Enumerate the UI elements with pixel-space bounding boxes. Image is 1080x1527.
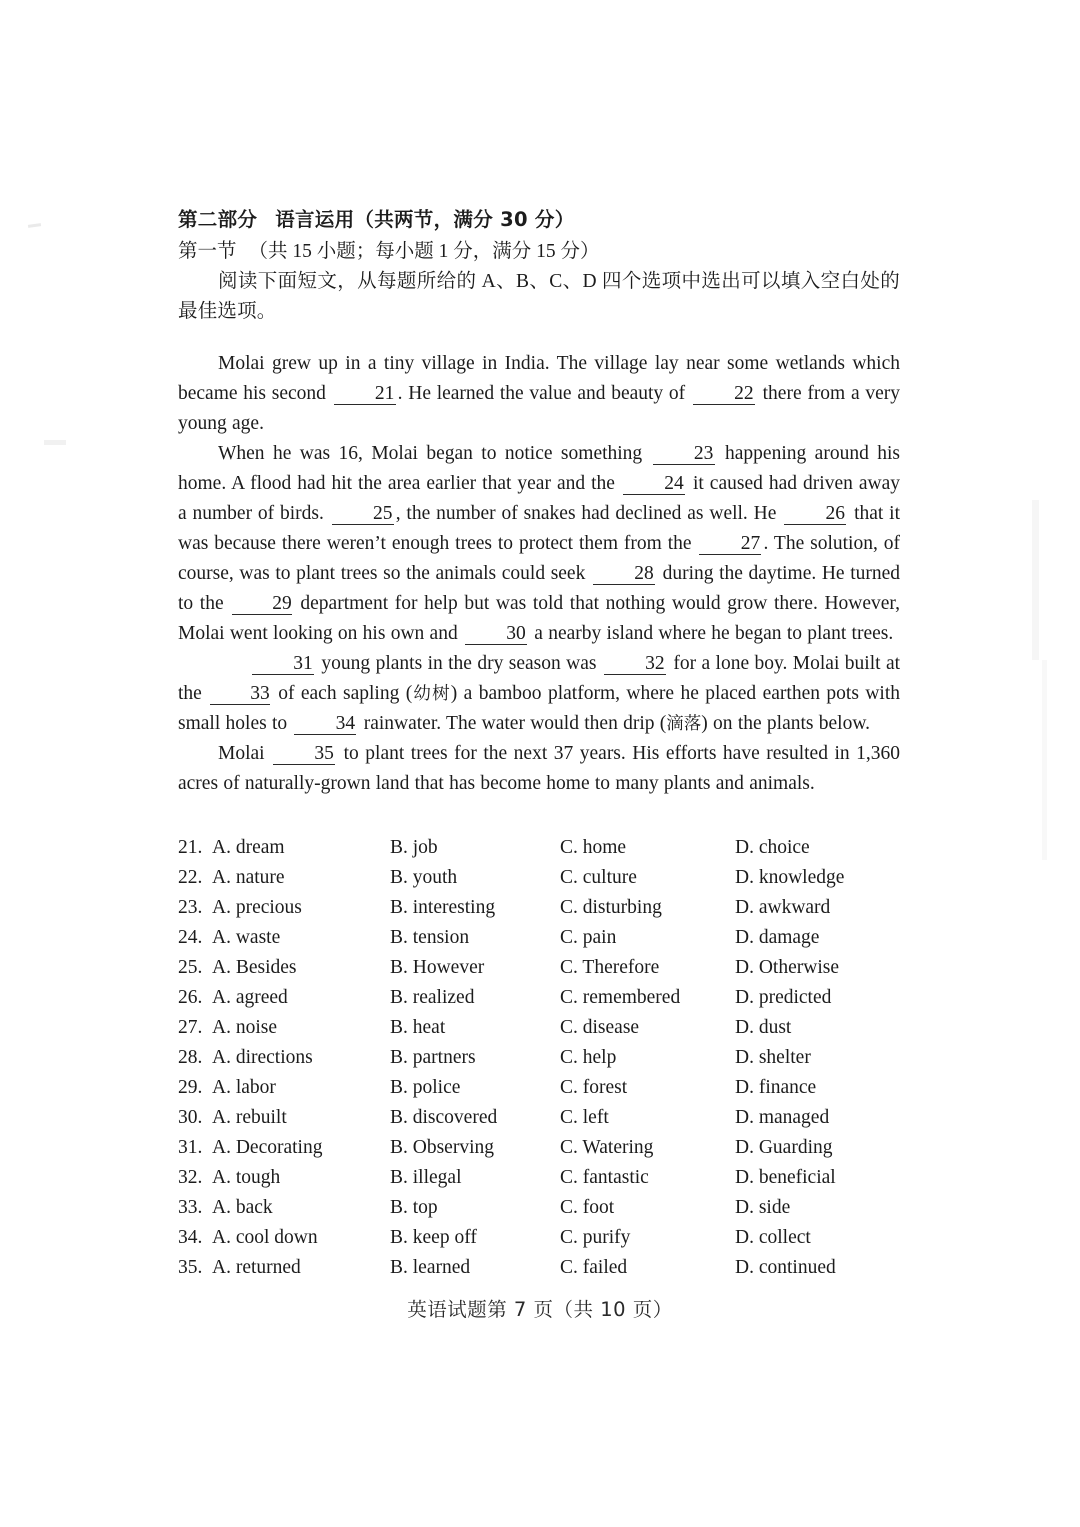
option-c[interactable]: C. help [560,1047,617,1068]
option-a[interactable]: A. directions [212,1047,313,1068]
question-number: 30. [178,1107,203,1128]
passage-paragraph-4 [178,739,900,799]
blank-23[interactable]: 23 [653,443,715,465]
option-b[interactable]: B. youth [390,867,458,888]
question-number: 25. [178,957,203,978]
blank-30[interactable]: 30 [465,623,527,645]
blank-32[interactable]: 32 [604,653,666,675]
blank-25[interactable]: 25 [332,503,394,525]
scan-artifact [44,440,66,445]
option-c[interactable]: C. left [560,1107,609,1128]
option-d[interactable]: D. damage [735,927,820,948]
p3-text-1: young plants in the dry season was [321,653,597,674]
option-row [178,863,900,893]
option-d[interactable]: D. awkward [735,897,831,918]
part-heading-prefix: 第二部分 [178,208,258,231]
option-b[interactable]: B. realized [390,987,475,1008]
option-b[interactable]: B. Observing [390,1137,494,1158]
option-row [178,893,900,923]
option-d[interactable]: D. side [735,1197,791,1218]
option-d[interactable]: D. knowledge [735,867,845,888]
option-a[interactable]: A. rebuilt [212,1107,287,1128]
p3-text-5: rainwater. The water would then drip ( [363,713,667,734]
option-a[interactable]: A. noise [212,1017,277,1038]
option-d[interactable]: D. Otherwise [735,957,839,978]
option-a[interactable]: A. waste [212,927,281,948]
option-b[interactable]: B. illegal [390,1167,462,1188]
option-b[interactable]: B. interesting [390,897,496,918]
option-d[interactable]: D. finance [735,1077,817,1098]
question-number: 26. [178,987,203,1008]
option-d[interactable]: D. beneficial [735,1167,836,1188]
question-number: 27. [178,1017,203,1038]
p2-text-4: , the number of snakes had declined as well. He [395,503,777,524]
question-number: 34. [178,1227,203,1248]
option-d[interactable]: D. collect [735,1227,811,1248]
option-row [178,833,900,863]
question-number: 35. [178,1257,203,1278]
option-a[interactable]: A. cool down [212,1227,318,1248]
gloss-drip: 滴落 [666,714,702,734]
p4-text-1: Molai [218,743,265,764]
p3-text-3: of each sapling ( [278,683,413,704]
option-a[interactable]: A. labor [212,1077,276,1098]
option-row [178,1013,900,1043]
blank-27[interactable]: 27 [699,533,761,555]
option-d[interactable]: D. dust [735,1017,792,1038]
option-row [178,1043,900,1073]
p2-text-6: . The solution, of course, was to plant trees so the animals could seek [178,533,900,584]
p3-text-2: for a lone boy. Molai built at the [178,653,901,704]
option-b[interactable]: B. keep off [390,1227,477,1248]
option-a[interactable]: A. precious [212,897,302,918]
option-a[interactable]: A. Besides [212,957,297,978]
option-row [178,983,900,1013]
scan-artifact [28,223,41,228]
p2-text-2: happening around his home. A flood had hit the area earlier that year and the [178,443,900,494]
option-c[interactable]: C. purify [560,1227,631,1248]
cloze-passage [178,349,900,799]
option-d[interactable]: D. shelter [735,1047,811,1068]
option-a[interactable]: A. tough [212,1167,281,1188]
blank-28[interactable]: 28 [593,563,655,585]
blank-33[interactable]: 33 [210,683,270,705]
section-heading [178,237,900,267]
option-d[interactable]: D. predicted [735,987,832,1008]
option-b[interactable]: B. top [390,1197,438,1218]
options-list [178,833,900,1283]
p3-text-4: ) a bamboo platform, where he placed earthen pots with small holes to [178,683,901,734]
option-row [178,1253,900,1283]
blank-35[interactable]: 35 [273,743,335,765]
option-a[interactable]: A. nature [212,867,285,888]
option-c[interactable]: C. Watering [560,1137,654,1158]
option-c[interactable]: C. disturbing [560,897,662,918]
option-row [178,1133,900,1163]
scan-artifact [1032,500,1039,660]
section-heading-prefix: 第一节 [178,241,237,262]
question-number: 22. [178,867,203,888]
option-a[interactable]: A. Decorating [212,1137,323,1158]
p2-text-1: When he was 16, Molai began to notice something [218,443,643,464]
option-a[interactable]: A. returned [212,1257,301,1278]
section-heading-detail: （共 15 小题；每小题 1 分，满分 15 分） [248,241,600,262]
option-b[interactable]: B. partners [390,1047,476,1068]
option-c[interactable]: C. culture [560,867,637,888]
option-b[interactable]: B. discovered [390,1107,498,1128]
option-c[interactable]: C. failed [560,1257,628,1278]
passage-paragraph-1 [178,349,900,439]
p1-text-2: . He learned the value and beauty of [397,383,686,404]
blank-29[interactable]: 29 [232,593,292,615]
option-c[interactable]: C. forest [560,1077,628,1098]
p4-text-2: to plant trees for the next 37 years. His efforts have resulted in 1,360 acres of naturally-grown land that has become home to many plants and animals. [178,743,901,794]
option-row [178,953,900,983]
blank-34[interactable]: 34 [294,713,356,735]
passage-paragraph-3 [178,649,900,739]
option-d[interactable]: D. managed [735,1107,830,1128]
option-b[interactable]: B. However [390,957,485,978]
option-d[interactable]: D. choice [735,837,810,858]
p1-text-3: there from a very young age. [178,383,900,434]
option-d[interactable]: D. continued [735,1257,836,1278]
question-number: 31. [178,1137,203,1158]
question-number: 33. [178,1197,203,1218]
page-content [178,205,900,1283]
option-a[interactable]: A. back [212,1197,273,1218]
option-a[interactable]: A. dream [212,837,285,858]
gloss-sapling: 幼树 [412,684,451,704]
instruction-text: 阅读下面短文，从每题所给的 A、B、C、D 四个选项中选出可以填入空白处的最佳选项。 [178,271,900,322]
p2-text-5: that it was because there weren’t enough trees to protect them from the [178,503,900,554]
question-number: 32. [178,1167,203,1188]
option-c[interactable]: C. home [560,837,627,858]
option-c[interactable]: C. remembered [560,987,681,1008]
option-b[interactable]: B. tension [390,927,470,948]
passage-paragraph-2 [178,439,900,649]
option-row [178,1103,900,1133]
option-row [178,1223,900,1253]
option-row [178,1073,900,1103]
page-footer: 英语试题第 7 页（共 10 页） [407,1298,673,1321]
blank-26[interactable]: 26 [784,503,846,525]
option-b[interactable]: B. learned [390,1257,471,1278]
option-d[interactable]: D. Guarding [735,1137,833,1158]
question-number: 23. [178,897,203,918]
question-number: 21. [178,837,203,858]
option-a[interactable]: A. agreed [212,987,288,1008]
blank-22[interactable]: 22 [693,383,755,405]
option-c[interactable]: C. Therefore [560,957,660,978]
part-heading-title: 语言运用（共两节，满分 30 分） [275,208,575,231]
p2-text-8: department for help but was told that nothing would grow there. However, Molai went looking on his own and [178,593,901,644]
p2-text-9: a nearby island where he began to plant trees. [534,623,894,644]
blank-24[interactable]: 24 [623,473,685,495]
option-c[interactable]: C. foot [560,1197,615,1218]
blank-31[interactable]: 31 [252,653,314,675]
p3-text-6: ) on the plants below. [701,713,871,734]
option-row [178,923,900,953]
option-c[interactable]: C. fantastic [560,1167,649,1188]
question-number: 24. [178,927,203,948]
question-number: 28. [178,1047,203,1068]
question-number: 29. [178,1077,203,1098]
option-b[interactable]: B. heat [390,1017,446,1038]
option-c[interactable]: C. pain [560,927,617,948]
option-b[interactable]: B. police [390,1077,461,1098]
part-heading [178,205,900,235]
p1-text-1: Molai grew up in a tiny village in India. The village lay near some wetlands which became his second [178,353,900,404]
option-b[interactable]: B. job [390,837,438,858]
scan-artifact [1042,660,1047,860]
option-row [178,1193,900,1223]
option-row [178,1163,900,1193]
p2-text-7: during the daytime. He turned to the [178,563,901,614]
blank-21[interactable]: 21 [334,383,396,405]
p2-text-3: it caused had driven away a number of birds. [178,473,900,524]
option-c[interactable]: C. disease [560,1017,640,1038]
